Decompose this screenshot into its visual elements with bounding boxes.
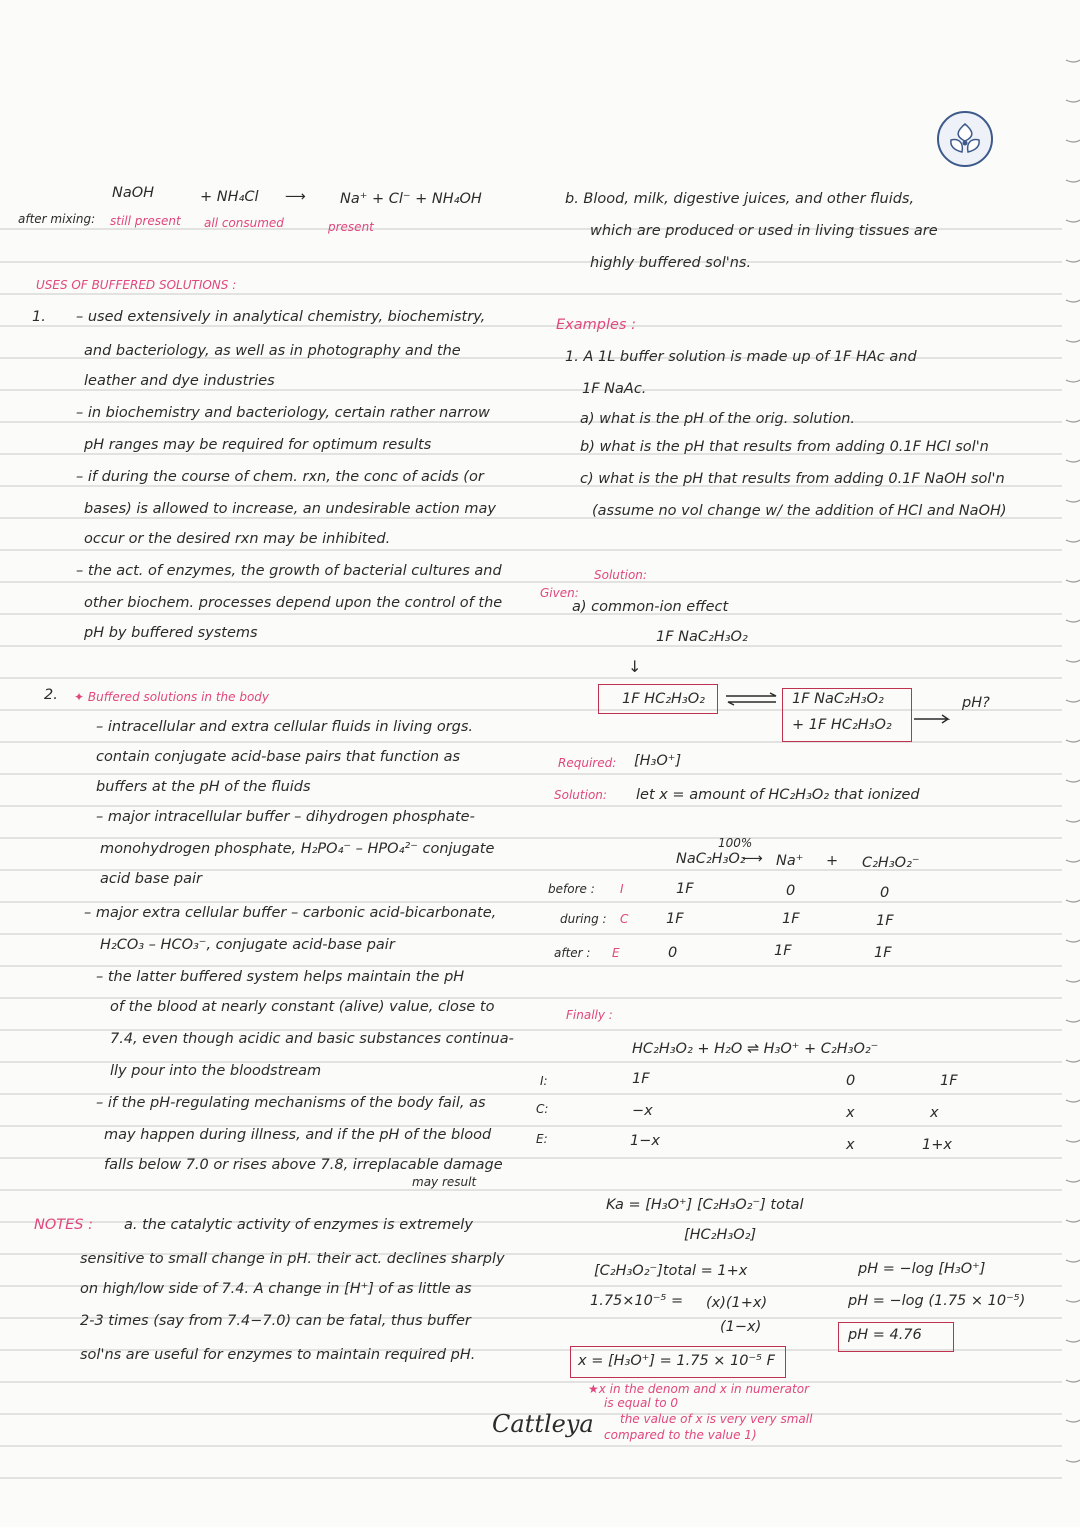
left-line: buffers at the pH of the fluids: [96, 779, 311, 795]
percent-label: 100%: [718, 836, 753, 850]
row-before-code: I: [620, 882, 624, 896]
item1-number: 1.: [32, 309, 46, 325]
table-cell: 0: [880, 885, 890, 901]
ice-cell: 1F: [940, 1073, 958, 1089]
ka-numerator: Ka = [H₃O⁺] [C₂H₃O₂⁻] total: [606, 1197, 804, 1213]
left-line: bases) is allowed to increase, an undesirable action may: [84, 501, 497, 517]
ice-cell: −x: [632, 1103, 653, 1119]
eq-arrow: ⟶: [285, 189, 306, 205]
row-before-label: before :: [548, 882, 595, 896]
ice-cell: x: [930, 1105, 939, 1121]
notes-line: sol'ns are useful for enzymes to maintain required pH.: [80, 1347, 476, 1363]
ice-cell: 0: [846, 1073, 856, 1089]
ice-cell: 1−x: [630, 1133, 660, 1149]
ice-cell: 1+x: [922, 1137, 952, 1153]
required-value: [H₃O⁺]: [634, 753, 682, 769]
ka-value: 1.75×10⁻⁵ =: [590, 1293, 684, 1309]
table-cell: 0: [668, 945, 678, 961]
equilibrium-equation: HC₂H₃O₂ + H₂O ⇌ H₃O⁺ + C₂H₃O₂⁻: [632, 1041, 879, 1057]
table-cell: 1F: [774, 943, 792, 959]
row-after-code: E: [612, 946, 620, 960]
notes-line: a. the catalytic activity of enzymes is extremely: [124, 1217, 473, 1233]
diss-product-na: Na⁺: [776, 853, 804, 869]
finally-label: Finally :: [566, 1008, 613, 1022]
spiral-binding-icon: [1062, 0, 1080, 1527]
ice-c-label: C:: [536, 1102, 549, 1116]
left-line: – the act. of enzymes, the growth of bacterial cultures and: [76, 563, 502, 579]
buffer-box-line1: 1F NaC₂H₃O₂: [792, 691, 884, 707]
row-after-label: after :: [554, 946, 591, 960]
ice-cell: x: [846, 1105, 855, 1121]
diss-arrow: ⟶: [742, 851, 763, 867]
solution-label: Solution:: [594, 568, 647, 582]
item2-number: 2.: [44, 687, 58, 703]
left-line: – intracellular and extra cellular fluids in living orgs.: [96, 719, 474, 735]
left-line: lly pour into the bloodstream: [110, 1063, 322, 1079]
ph-step1: pH = −log [H₃O⁺]: [858, 1261, 986, 1277]
left-line: – in biochemistry and bacteriology, certain rather narrow: [76, 405, 490, 421]
down-arrow-icon: ↓: [628, 657, 642, 676]
examples-label: Examples :: [556, 317, 636, 333]
total-equation: [C₂H₃O₂⁻]total = 1+x: [594, 1263, 748, 1279]
equilibrium-arrow-icon: [724, 692, 780, 706]
ka-fraction-num: (x)(1+x): [706, 1295, 768, 1311]
ph-question: pH?: [962, 695, 990, 711]
ka-denominator: [HC₂H₃O₂]: [684, 1227, 757, 1243]
left-line: H₂CO₃ – HCO₃⁻, conjugate acid-base pair: [100, 937, 395, 953]
buffer-box-line2: + 1F HC₂H₃O₂: [792, 717, 892, 733]
annotation-line: compared to the value 1): [604, 1428, 757, 1442]
notes-line: 2-3 times (say from 7.4−7.0) can be fatal, thus buffer: [80, 1313, 471, 1329]
left-line: – major extra cellular buffer – carbonic acid-bicarbonate,: [84, 905, 497, 921]
right-line: which are produced or used in living tissues are: [590, 223, 938, 239]
question-c: c) what is the pH that results from adding 0.1F NaOH sol'n: [580, 471, 1005, 487]
present-label: present: [328, 220, 374, 234]
right-line: highly buffered sol'ns.: [590, 255, 752, 271]
table-cell: 1F: [666, 911, 684, 927]
eq-naoh: NaOH: [112, 185, 155, 201]
left-line: may happen during illness, and if the pH of the blood: [104, 1127, 492, 1143]
annotation-line: the value of x is very very small: [620, 1412, 813, 1426]
left-line: may result: [412, 1175, 477, 1189]
flower-logo-icon: [936, 110, 994, 168]
still-present-label: still present: [110, 214, 181, 228]
given-label: Given:: [540, 586, 579, 600]
left-line: 7.4, even though acidic and basic substances continua-: [110, 1031, 514, 1047]
left-line: other biochem. processes depend upon the control of the: [84, 595, 503, 611]
item2-title: ✦ Buffered solutions in the body: [74, 690, 270, 704]
right-arrow-icon: [912, 712, 952, 724]
common-ion-line: a) common-ion effect: [572, 599, 729, 615]
left-line: and bacteriology, as well as in photography and the: [84, 343, 461, 359]
left-line: – the latter buffered system helps maintain the pH: [96, 969, 465, 985]
diss-reactant: NaC₂H₃O₂: [676, 851, 746, 867]
row-during-code: C: [620, 912, 629, 926]
left-line: of the blood at nearly constant (alive) value, close to: [110, 999, 495, 1015]
left-line: – major intracellular buffer – dihydrogen phosphate-: [96, 809, 475, 825]
acid-box-label: 1F HC₂H₃O₂: [622, 691, 705, 707]
ice-cell: x: [846, 1137, 855, 1153]
uses-heading: USES OF BUFFERED SOLUTIONS :: [36, 278, 237, 292]
naac-label: 1F NaC₂H₃O₂: [656, 629, 748, 645]
after-mixing-label: after mixing:: [18, 212, 96, 226]
table-cell: 1F: [876, 913, 894, 929]
all-consumed-label: all consumed: [204, 216, 284, 230]
ph-answer: pH = 4.76: [848, 1327, 922, 1343]
required-label: Required:: [558, 756, 617, 770]
example-line: 1. A 1L buffer solution is made up of 1F HAc and: [565, 349, 917, 365]
left-line: – if the pH-regulating mechanisms of the body fail, as: [96, 1095, 486, 1111]
question-a: a) what is the pH of the orig. solution.: [580, 411, 855, 427]
left-line: monohydrogen phosphate, H₂PO₄⁻ – HPO₄²⁻ conjugate: [100, 841, 495, 857]
eq-plus-nh4cl: + NH₄Cl: [200, 189, 259, 205]
table-cell: 0: [786, 883, 796, 899]
left-line: pH ranges may be required for optimum results: [84, 437, 432, 453]
diss-plus: +: [826, 853, 839, 869]
example-line: 1F NaAc.: [582, 381, 647, 397]
question-note: (assume no vol change w/ the addition of HCl and NaOH): [592, 503, 1007, 519]
notes-label: NOTES :: [34, 1217, 93, 1233]
solution2-label: Solution:: [554, 788, 607, 802]
annotation-line: ★x in the denom and x in numerator: [588, 1382, 809, 1396]
left-line: leather and dye industries: [84, 373, 275, 389]
table-cell: 1F: [782, 911, 800, 927]
ice-e-label: E:: [536, 1132, 548, 1146]
ice-i-label: I:: [540, 1074, 548, 1088]
left-line: falls below 7.0 or rises above 7.8, irreplacable damage: [104, 1157, 503, 1173]
table-cell: 1F: [874, 945, 892, 961]
left-line: occur or the desired rxn may be inhibited.: [84, 531, 391, 547]
question-b: b) what is the pH that results from adding 0.1F HCl sol'n: [580, 439, 989, 455]
let-x-line: let x = amount of HC₂H₃O₂ that ionized: [636, 787, 920, 803]
ph-step2: pH = −log (1.75 × 10⁻⁵): [848, 1293, 1026, 1309]
left-line: – if during the course of chem. rxn, the conc of acids (or: [76, 469, 484, 485]
table-cell: 1F: [676, 881, 694, 897]
diss-product-acetate: C₂H₃O₂⁻: [862, 855, 920, 871]
notes-line: sensitive to small change in pH. their act. declines sharply: [80, 1251, 505, 1267]
left-line: – used extensively in analytical chemistry, biochemistry,: [76, 309, 486, 325]
row-during-label: during :: [560, 912, 607, 926]
x-answer: x = [H₃O⁺] = 1.75 × 10⁻⁵ F: [578, 1353, 775, 1369]
ka-fraction-den: (1−x): [720, 1319, 762, 1335]
ice-cell: 1F: [632, 1071, 650, 1087]
signature: Cattleya: [492, 1410, 594, 1438]
notes-line: on high/low side of 7.4. A change in [H⁺] of as little as: [80, 1281, 472, 1297]
left-line: acid base pair: [100, 871, 202, 887]
annotation-line: is equal to 0: [604, 1396, 679, 1410]
left-line: pH by buffered systems: [84, 625, 258, 641]
right-line: b. Blood, milk, digestive juices, and other fluids,: [565, 191, 915, 207]
eq-products: Na⁺ + Cl⁻ + NH₄OH: [340, 191, 482, 207]
left-line: contain conjugate acid-base pairs that function as: [96, 749, 461, 765]
